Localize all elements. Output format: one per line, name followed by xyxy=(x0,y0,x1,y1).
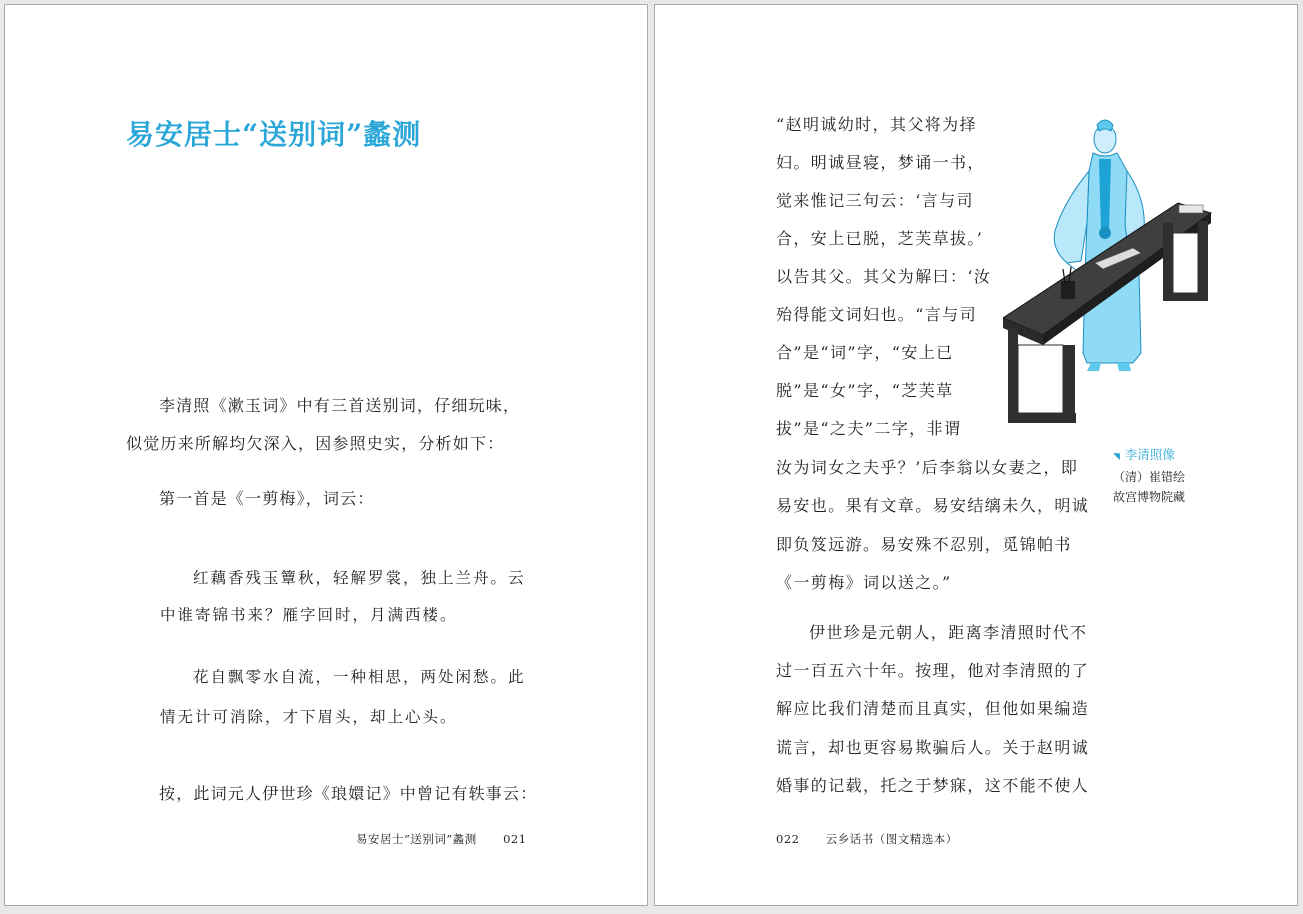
first-piece-intro: 第一首是《一剪梅》，词云： xyxy=(159,489,375,508)
note-paragraph: 按，此词元人伊世珍《琅嬛记》中曾记有轶事云： xyxy=(159,784,538,803)
running-footer-left xyxy=(356,831,527,847)
text-line: 妇。明诚昼寝，梦诵一书， xyxy=(776,153,985,172)
text-line: 觉来惟记三句云：‘言与司 xyxy=(776,191,974,210)
text-line: 合，安上已脱，芝芙草拔。’ xyxy=(776,229,984,248)
caption-title: 李清照像 xyxy=(1124,447,1175,462)
footer-title: 易安居士“送别词”蠡测 xyxy=(356,832,477,846)
text-line: 汝为词女之夫乎？’后李翁以女妻之，即 xyxy=(776,458,1079,477)
text-line: 谎言，却也更容易欺骗后人。关于赵明诚 xyxy=(776,738,1090,757)
text-line: 脱”是“女”字，“芝芙草 xyxy=(776,381,954,400)
article-title: 易安居士“送别词”蠡测 xyxy=(126,118,422,151)
caption-artist: （清）崔错绘 xyxy=(1113,470,1186,484)
left-page xyxy=(4,4,648,906)
text-line: 以告其父。其父为解曰：‘汝 xyxy=(776,267,992,286)
text-line: 殆得能文词妇也。“言与司 xyxy=(776,305,977,324)
text-line: 婚事的记载，托之于梦寐，这不能不使人 xyxy=(776,776,1090,795)
poem-stanza-1-line-1: 红藕香残玉簟秋，轻解罗裳，独上兰舟。云 xyxy=(193,569,526,587)
footer-title: 云乡话书（图文精选本） xyxy=(825,832,958,846)
text-line: 解应比我们清楚而且真实，但他如果编造 xyxy=(776,699,1090,718)
poem-stanza-2-line-1: 花自飘零水自流，一种相思，两处闲愁。此 xyxy=(193,668,526,686)
caption-collection: 故宫博物院藏 xyxy=(1113,490,1186,504)
text-line: 易安也。果有文章。易安结缡未久，明诚 xyxy=(776,496,1090,515)
intro-paragraph-line-1: 李清照《漱玉词》中有三首送别词，仔细玩味， xyxy=(159,396,521,415)
portrait-caption xyxy=(1113,445,1185,507)
text-line: 伊世珍是元朝人，距离李清照时代不 xyxy=(809,623,1088,642)
running-footer-right xyxy=(776,831,958,847)
text-line: 拔”是“之夫”二字，非谓 xyxy=(776,419,962,438)
text-line: 过一百五六十年。按理，他对李清照的了 xyxy=(776,661,1090,680)
text-line: “赵明诚幼时，其父将为择 xyxy=(776,115,977,134)
intro-paragraph-line-2: 似觉历来所解均欠深入，因参照史实，分析如下： xyxy=(126,434,505,453)
text-line: 即负笈远游。易安殊不忍别，觅锦帕书 xyxy=(776,535,1072,554)
poem-stanza-1-line-2: 中谁寄锦书来？雁字回时，月满西楼。 xyxy=(160,606,458,624)
text-line: 合”是“词”字，“安上已 xyxy=(776,343,954,362)
text-line: 《一剪梅》词以送之。” xyxy=(776,573,952,592)
right-page xyxy=(654,4,1298,906)
li-qingzhao-portrait-image xyxy=(1003,113,1218,428)
page-number: 021 xyxy=(503,832,527,846)
poem-stanza-2-line-2: 情无计可消除，才下眉头，却上心头。 xyxy=(160,708,458,726)
caption-marker-icon: ◥ xyxy=(1113,452,1120,462)
page-number: 022 xyxy=(776,832,800,846)
